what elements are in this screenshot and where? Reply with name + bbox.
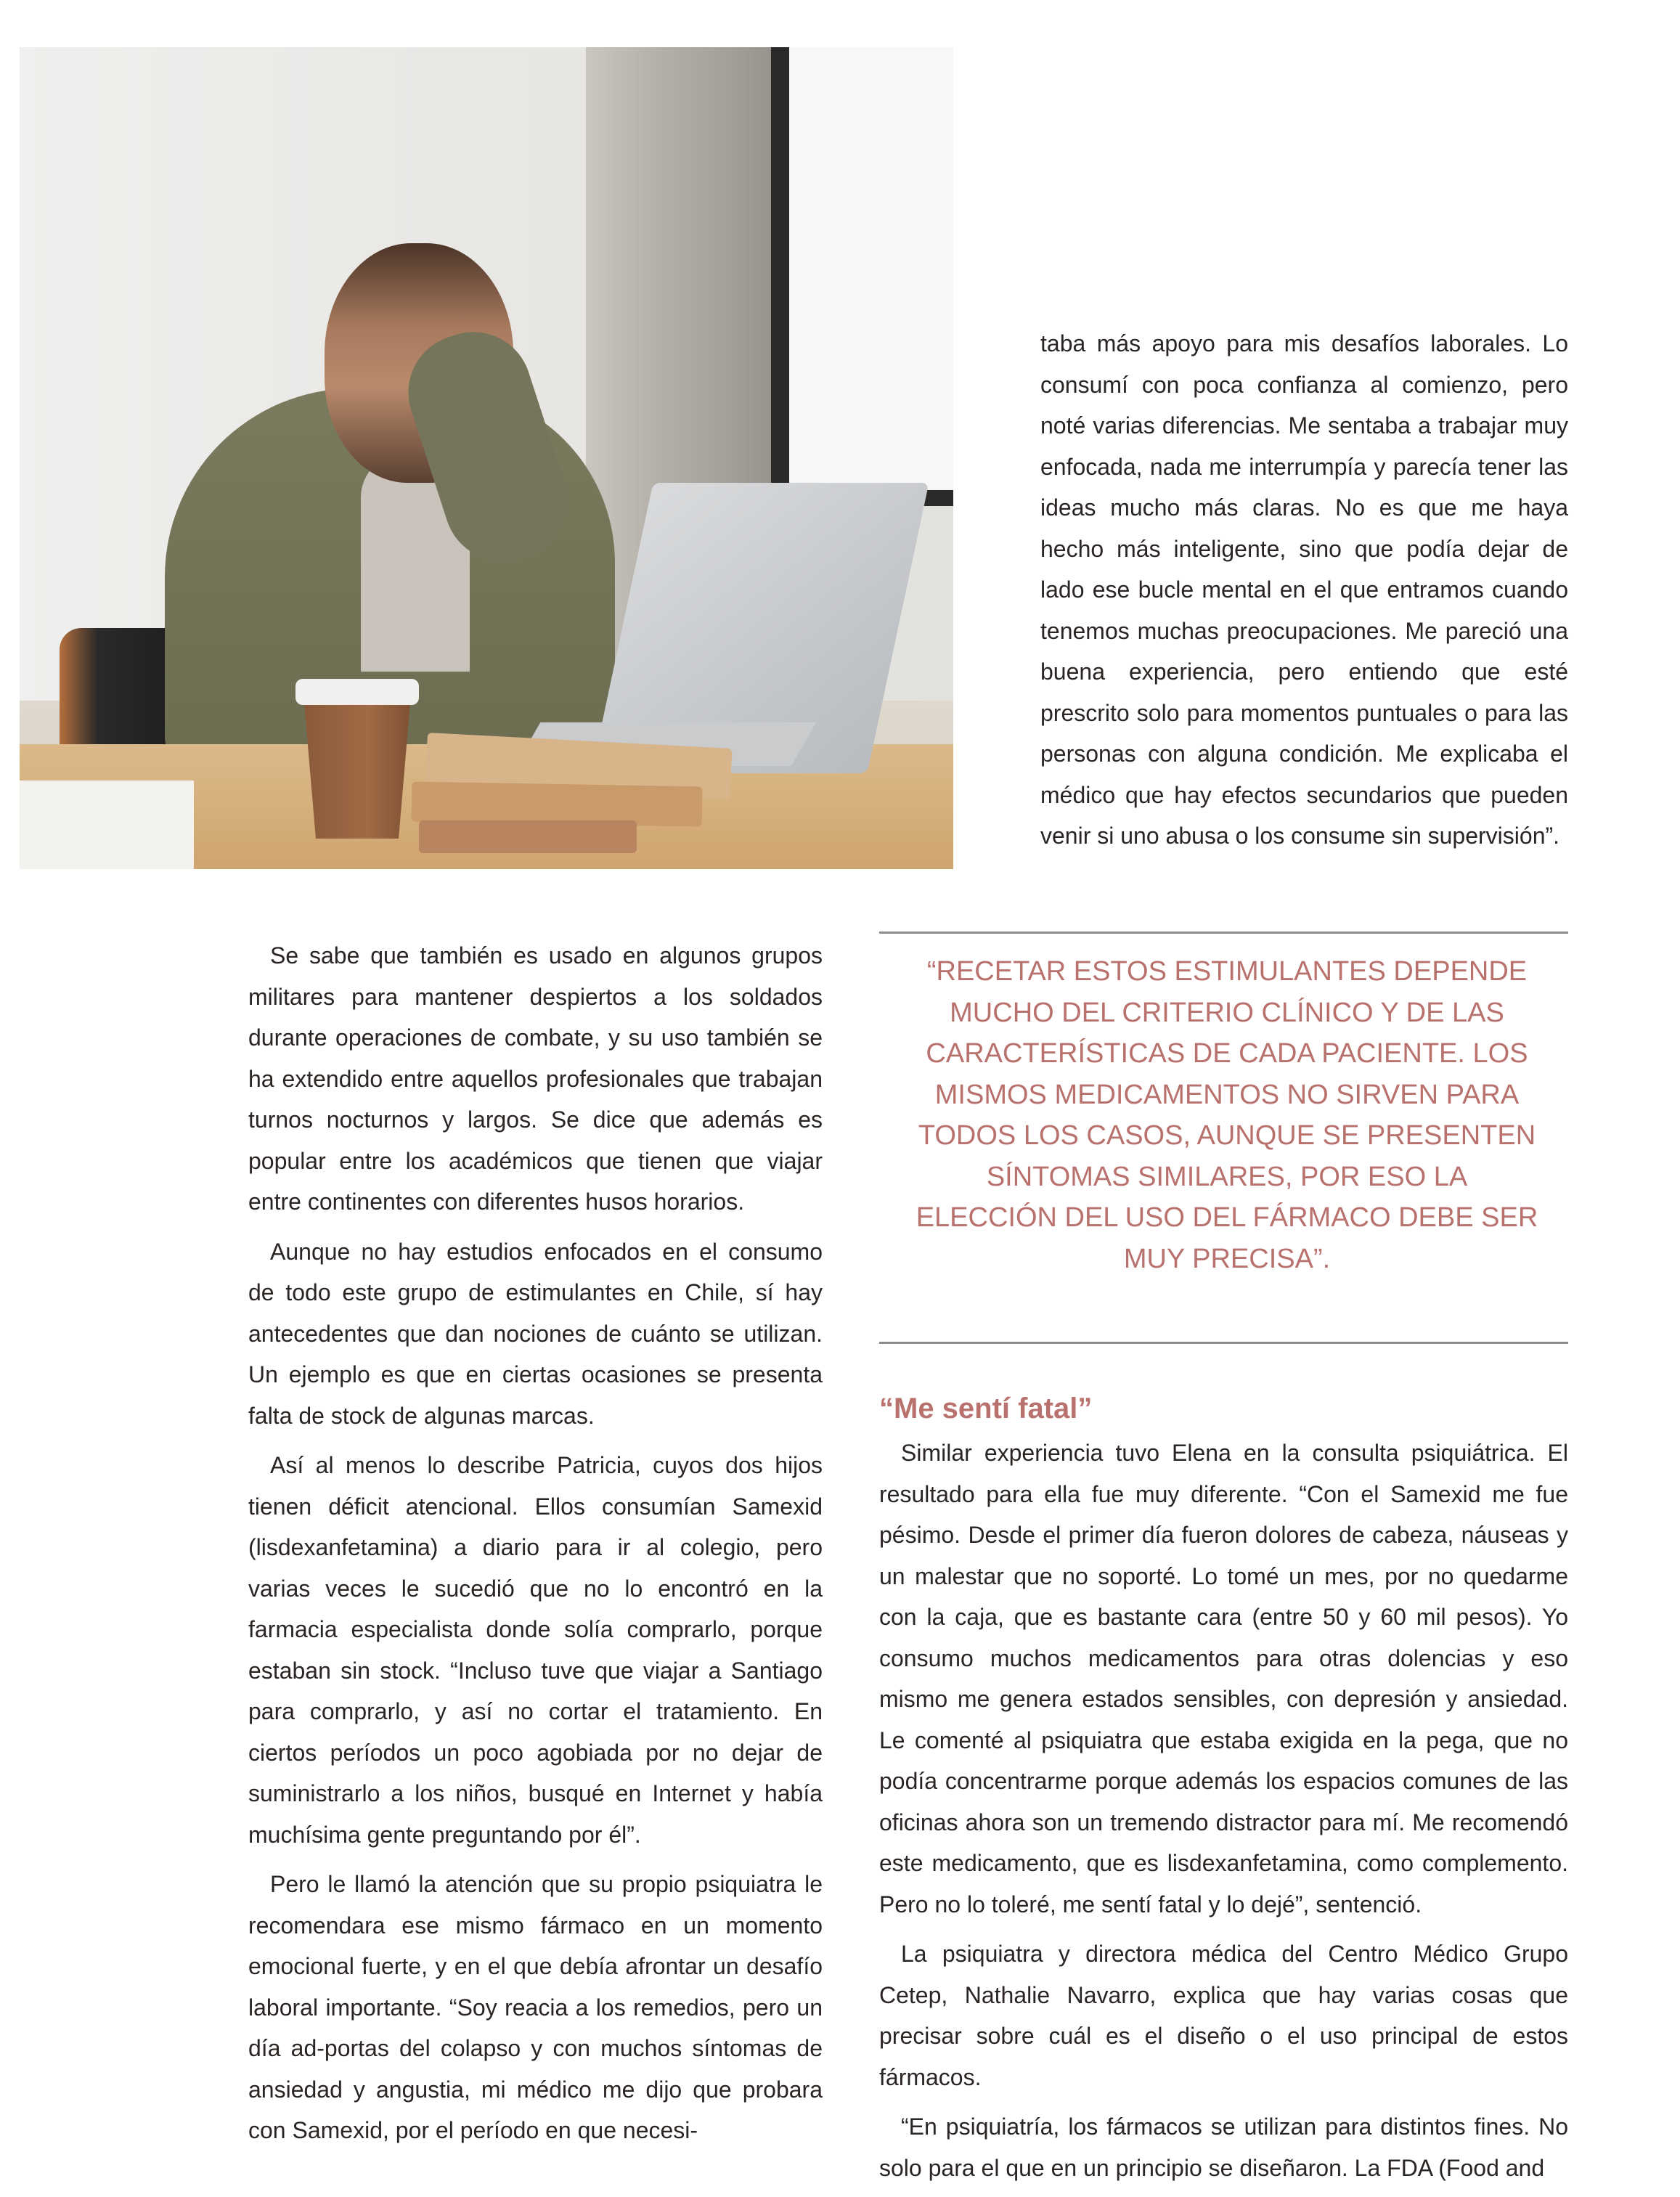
paragraph: Aunque no hay estudios enfocados en el consumo de todo este grupo de estimulantes en Chile, sí hay antecedentes que dan nociones de cuánto se utilizan. Un ejemplo es que en ciertas ocasiones se presenta falta de stock de algunas marcas. [248, 1238, 823, 1429]
paragraph: Similar experiencia tuvo Elena en la consulta psiquiátrica. El resultado para ella fue muy diferente. “Con el Samexid me fue pésimo. Desde el primer día fueron dolores de cabeza, náuseas y un malestar que no soporté. Lo tomé un mes, por no quedarme con la caja, que es bastante cara (entre 50 y 60 mil pesos). Yo consumo muchos medicamentos para otras dolencias y eso mismo me genera estados sensibles, con depresión y ansiedad. Le comenté al psiquiatra que estaba exigida en la pega, que no podía concentrarme porque además los espacios comunes de las oficinas ahora son un tremendo distractor para mí. Me recomendó este medicamento, que es lisdexanfetamina, como complemento. Pero no lo toleré, me sentí fatal y lo dejé”, sentenció. [879, 1440, 1568, 1917]
photo-coffee-lid [295, 679, 419, 705]
right-bottom-column [879, 1432, 1568, 2197]
paragraph: La psiquiatra y directora médica del Centro Médico Grupo Cetep, Nathalie Navarro, explica que hay varias cosas que precisar sobre cuál es el diseño o el uso principal de estos fármacos. [879, 1941, 1568, 2090]
photo-window-frame [771, 47, 789, 519]
paragraph: “En psiquiatría, los fármacos se utilizan para distintos fines. No solo para el que en un principio se diseñaron. La FDA (Food and [879, 2114, 1568, 2181]
photo-window [789, 47, 953, 490]
photo-coffee-cup [303, 686, 412, 839]
pullquote: “RECETAR ESTOS ESTIMULANTES DEPENDE MUCHO DEL CRITERIO CLÍNICO Y DE LAS CARACTERÍSTICAS DE CADA PACIENTE. LOS MISMOS MEDICAMENTOS NO SIRVEN PARA TODOS LOS CASOS, AUNQUE SE PRESENTEN SÍNTOMAS SIMILARES, POR ESO LA ELECCIÓN DEL USO DEL FÁRMACO DEBE SER MUY PRECISA”. [916, 956, 1538, 1274]
article-photo [20, 47, 953, 869]
right-top-column [1040, 323, 1568, 865]
paragraph: Pero le llamó la atención que su propio psiquiatra le recomendara ese mismo fármaco en un momento emocional fuerte, y en el que debía afrontar un desafío laboral importante. “Soy reacia a los remedios, pero un día ad-portas del colapso y con muchos síntomas de ansiedad y angustia, mi médico me dijo que probara con Samexid, por el período en que necesi- [248, 1871, 823, 2143]
photo-book [419, 820, 637, 853]
pullquote-rule-bottom [879, 1342, 1568, 1344]
section-subheading: “Me sentí fatal” [879, 1393, 1093, 1424]
paragraph: taba más apoyo para mis desafíos laborales. Lo consumí con poca confianza al comienzo, pero noté varias diferencias. Me sentaba a trabajar muy enfocada, nada me interrumpía y parecía tener las ideas mucho más claras. No es que me haya hecho más inteligente, sino que podía dejar de lado ese bucle mental en el que entramos cuando tenemos muchas preocupaciones. Me pareció una buena experiencia, pero entiendo que esté prescrito solo para momentos puntuales o para las personas con alguna condición. Me explicaba el médico que hay efectos secundarios que pueden venir si uno abusa o los consume sin supervisión”. [1040, 330, 1568, 849]
paragraph: Así al menos lo describe Patricia, cuyos dos hijos tienen déficit atencional. Ellos consumían Samexid (lisdexanfetamina) a diario para ir al colegio, pero varias veces le sucedió que no lo encontró en la farmacia especialista donde solía comprarlo, porque estaban sin stock. “Incluso tuve que viajar a Santiago para comprarlo, y así no cortar el tratamiento. En ciertos períodos un poco agobiada por no dejar de suministrarlo a los niños, busqué en Internet y había muchísima gente preguntando por él”. [248, 1452, 823, 1848]
pullquote-rule-top [879, 932, 1568, 934]
photo-papers [20, 780, 194, 869]
paragraph: Se sabe que también es usado en algunos grupos militares para mantener despiertos a los soldados durante operaciones de combate, y su uso también se ha extendido entre aquellos profesionales que trabajan turnos nocturnos y largos. Se dice que además es popular entre los académicos que tienen que viajar entre continentes con diferentes husos horarios. [248, 942, 823, 1215]
left-column [248, 935, 823, 2160]
